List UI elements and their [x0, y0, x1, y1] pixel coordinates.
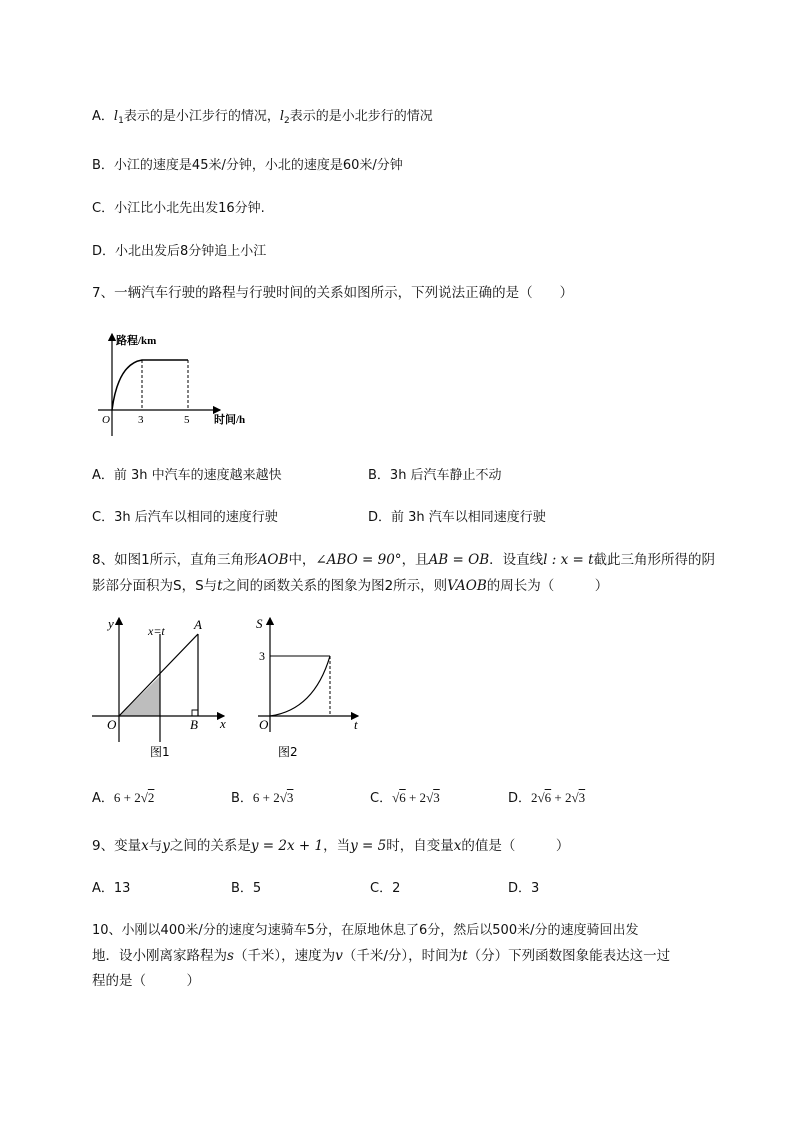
fig2-caption: 图2 [278, 745, 298, 759]
q7-ylabel: 路程/km [116, 335, 157, 347]
q8-figure-1 [88, 612, 238, 762]
q8-option-c: C．√6 + 2√3 [370, 790, 440, 806]
fig1-x-label: x [220, 716, 226, 731]
q9-option-b: B．5 [231, 881, 262, 896]
fig1-b-label: B [190, 717, 198, 732]
q7-option-c: C．3h 后汽车以相同的速度行驶 [92, 510, 278, 525]
fig2-value-3: 3 [259, 649, 265, 663]
q7-option-d: D．前 3h 汽车以相同速度行驶 [368, 510, 546, 525]
fig2-o-label: O [259, 717, 269, 732]
q8-stem-line2: 影部分面积为S，S与t之间的函数关系的图象为图2所示，则VAOB的周长为（ ） [92, 578, 609, 594]
q10-stem-line2: 地．设小刚离家路程为s（千米），速度为v（千米/分），时间为t（分）下列函数图象能表达这一过 [92, 948, 671, 964]
q7-tick-3: 3 [138, 414, 144, 426]
q7-option-a: A．前 3h 中汽车的速度越来越快 [92, 468, 282, 483]
q6-option-a: A．$l_1$表示的是小江步行的情况，$l_2$表示的是小北步行的情况 [92, 109, 433, 126]
q9-option-d: D．3 [508, 881, 540, 896]
q10-stem-line3: 程的是（ ） [92, 973, 200, 989]
q7-curve [112, 360, 188, 410]
q8-stem-line1: 8、如图1所示，直角三角形AOB中，∠ABO = 90°，且AB = OB．设直线l : x = t截此三角形所得的阴 [92, 552, 716, 568]
q10-stem-line1: 10、小刚以400米/分的速度匀速骑车5分，在原地休息了6分，然后以500米/分的速度骑回出发 [92, 923, 639, 938]
fig1-a-label: A [194, 617, 202, 632]
q6-option-d: D．小北出发后8分钟追上小江 [92, 244, 267, 259]
fig2-s-label: S [256, 616, 263, 631]
q8-option-d: D．2√6 + 2√3 [508, 790, 586, 806]
fig1-y-label: y [108, 616, 114, 631]
fig1-caption: 图1 [150, 745, 170, 759]
q6-option-c: C．小江比小北先出发16分钟. [92, 201, 265, 216]
fig1-right-angle-mark [192, 710, 198, 716]
q8-option-a: A．6 + 2√2 [92, 790, 155, 806]
q7-option-b: B．3h 后汽车静止不动 [368, 468, 502, 483]
q6-option-b: B．小江的速度是45米/分钟，小北的速度是60米/分钟 [92, 158, 403, 173]
q9-option-c: C．2 [370, 881, 401, 896]
q7-xlabel: 时间/h [214, 414, 246, 426]
q9-option-a: A．13 [92, 881, 131, 896]
q8-figure-2 [250, 612, 370, 762]
q8-option-b: B．6 + 2√3 [231, 790, 294, 806]
fig2-t-label: t [354, 717, 358, 732]
q9-stem: 9、变量x与y之间的关系是y = 2x + 1，当y = 5时，自变量x的值是（ ） [92, 838, 570, 854]
fig2-curve [270, 656, 330, 716]
q7-distance-time-graph [92, 326, 272, 438]
fig1-o-label: O [107, 717, 117, 732]
fig1-line-label: x=t [148, 624, 165, 638]
q7-stem: 7、一辆汽车行驶的路程与行驶时间的关系如图所示，下列说法正确的是（ ） [92, 285, 574, 301]
q7-tick-5: 5 [184, 414, 190, 426]
q7-origin: O [102, 414, 110, 426]
